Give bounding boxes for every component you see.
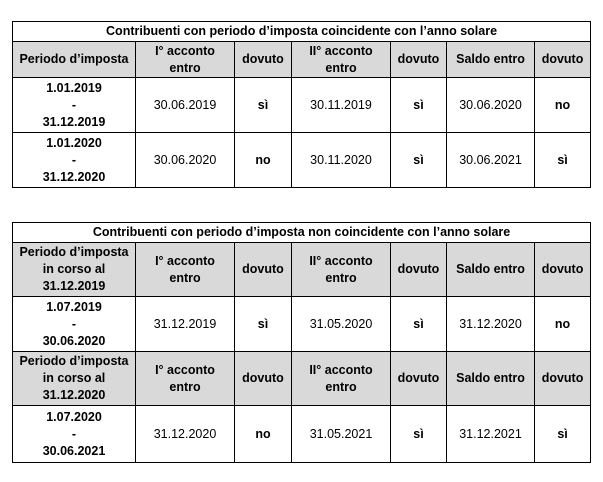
header-line: II° acconto <box>309 362 373 377</box>
header-periodo <box>13 352 136 406</box>
period-line: 30.06.2020 <box>42 333 106 348</box>
cell-saldo: 31.12.2021 <box>447 406 535 463</box>
header-line: Periodo d’imposta <box>19 52 129 66</box>
cell-acconto2: 30.11.2020 <box>292 133 391 188</box>
period-line: - <box>71 97 77 112</box>
cell-acconto2: 31.05.2021 <box>292 406 391 463</box>
header-line: entro <box>169 60 201 75</box>
table-row <box>13 78 591 133</box>
cell-acconto1: 30.06.2020 <box>136 133 235 188</box>
cell-dovuto1: no <box>235 133 292 188</box>
cell-dovuto1: sì <box>235 78 292 133</box>
header-acconto2 <box>292 352 391 406</box>
cell-dovuto3: sì <box>535 133 591 188</box>
period-line: - <box>71 316 77 331</box>
header-acconto1 <box>136 243 235 297</box>
header-line: in corso al <box>42 262 106 276</box>
period-line: 31.12.2020 <box>42 169 106 184</box>
cell-periodo <box>13 297 136 352</box>
header-line: II° acconto <box>309 253 373 268</box>
cell-acconto1: 31.12.2020 <box>136 406 235 463</box>
header-dovuto3: dovuto <box>535 352 591 406</box>
header-line: I° acconto <box>155 43 215 58</box>
header-line: Periodo d’imposta <box>19 245 129 259</box>
cell-periodo <box>13 406 136 463</box>
cell-acconto2: 30.11.2019 <box>292 78 391 133</box>
header-dovuto1: dovuto <box>235 42 292 78</box>
cell-dovuto1: sì <box>235 297 292 352</box>
cell-dovuto2: sì <box>391 133 447 188</box>
header-line: entro <box>169 379 201 394</box>
table-row <box>13 406 591 463</box>
header-saldo: Saldo entro <box>447 42 535 78</box>
period-line: 1.07.2019 <box>46 299 102 314</box>
header-acconto2 <box>292 42 391 78</box>
header-line: 31.12.2019 <box>42 279 106 293</box>
cell-dovuto2: sì <box>391 406 447 463</box>
cell-dovuto2: sì <box>391 78 447 133</box>
header-dovuto2: dovuto <box>391 352 447 406</box>
table-row <box>13 133 591 188</box>
header-line: entro <box>169 270 201 285</box>
cell-acconto1: 31.12.2019 <box>136 297 235 352</box>
period-line: 1.07.2020 <box>46 409 102 424</box>
header-line: entro <box>325 270 357 285</box>
cell-dovuto3: no <box>535 297 591 352</box>
cell-dovuto3: no <box>535 78 591 133</box>
period-line: - <box>71 152 77 167</box>
header-dovuto2: dovuto <box>391 42 447 78</box>
period-line: 1.01.2020 <box>46 135 102 150</box>
header-line: II° acconto <box>309 43 373 58</box>
period-line: 1.01.2019 <box>46 80 102 95</box>
period-line: - <box>71 426 77 441</box>
header-line: 31.12.2020 <box>42 388 106 402</box>
header-line: Periodo d’imposta <box>19 354 129 368</box>
header-dovuto3: dovuto <box>535 42 591 78</box>
table-title: Contribuenti con periodo d’imposta coincidente con l’anno solare <box>13 22 591 42</box>
cell-saldo: 30.06.2020 <box>447 78 535 133</box>
header-line: I° acconto <box>155 253 215 268</box>
header-line: entro <box>325 379 357 394</box>
header-acconto2 <box>292 243 391 297</box>
cell-dovuto2: sì <box>391 297 447 352</box>
cell-acconto2: 31.05.2020 <box>292 297 391 352</box>
table-title: Contribuenti con periodo d’imposta non coincidente con l’anno solare <box>13 223 591 243</box>
cell-saldo: 30.06.2021 <box>447 133 535 188</box>
header-periodo <box>13 42 136 78</box>
cell-acconto1: 30.06.2019 <box>136 78 235 133</box>
table-non-coincidente <box>12 222 591 463</box>
header-saldo: Saldo entro <box>447 352 535 406</box>
cell-periodo <box>13 78 136 133</box>
cell-dovuto3: sì <box>535 406 591 463</box>
table-row <box>13 297 591 352</box>
table-coincidente <box>12 21 591 188</box>
header-dovuto3: dovuto <box>535 243 591 297</box>
header-dovuto1: dovuto <box>235 352 292 406</box>
period-line: 30.06.2021 <box>42 443 106 458</box>
header-dovuto1: dovuto <box>235 243 292 297</box>
header-dovuto2: dovuto <box>391 243 447 297</box>
header-line: I° acconto <box>155 362 215 377</box>
header-line: in corso al <box>42 371 106 385</box>
header-saldo: Saldo entro <box>447 243 535 297</box>
header-acconto1 <box>136 42 235 78</box>
cell-dovuto1: no <box>235 406 292 463</box>
header-line: entro <box>325 60 357 75</box>
period-line: 31.12.2019 <box>42 114 106 129</box>
header-periodo <box>13 243 136 297</box>
header-acconto1 <box>136 352 235 406</box>
cell-saldo: 31.12.2020 <box>447 297 535 352</box>
cell-periodo <box>13 133 136 188</box>
